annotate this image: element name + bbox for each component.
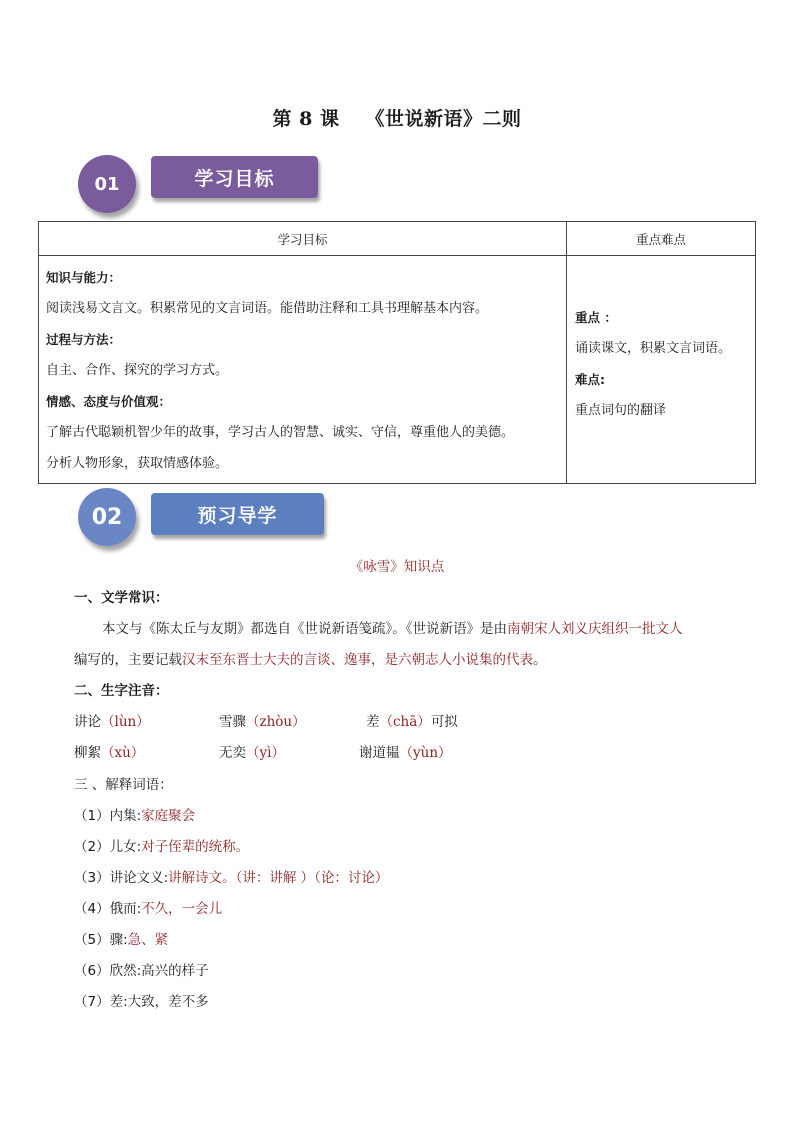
highlight-author: 南朝宋人刘义庆组织一批文人: [507, 621, 683, 637]
key-points-cell: [567, 256, 756, 484]
char-item: 柳絮（xù）: [74, 745, 145, 761]
emotion-text-2: 分析人物形象，获取情感体验。: [46, 456, 229, 471]
preview-subtitle: 《咏雪》知识点: [349, 559, 445, 575]
char-item: 差（chā）可拟: [366, 714, 458, 730]
definition-item: （4）俄而:不久，一会儿: [74, 901, 223, 917]
emotion-text-1: 了解古代聪颖机智少年的故事，学习古人的智慧、诚实、守信，尊重他人的美德。: [46, 425, 515, 440]
lesson-number: 第 8 课: [272, 108, 340, 130]
section-number-badge: 02: [78, 488, 136, 546]
difficulty-text: 重点词句的翻译: [575, 403, 667, 418]
key-text: 诵读课文，积累文言词语。: [575, 341, 732, 356]
knowledge-heading: 知识与能力：: [46, 270, 122, 285]
key-points-header: 重点难点: [567, 222, 756, 256]
literature-line-2: 编写的，主要记载汉末至东晋士大夫的言谈、逸事，是六朝志人小说集的代表。: [74, 652, 547, 668]
literature-line-1: 本文与《陈太丘与友期》都选自《世说新语笺疏》。《世说新语》是由南朝宋人刘义庆组织一批文人: [102, 621, 683, 637]
goals-header: 学习目标: [39, 222, 567, 256]
char-item: 谢道韫（yùn）: [359, 745, 452, 761]
definitions-heading: 三 、解释词语：: [74, 777, 173, 793]
char-item: 无奕（yì）: [219, 745, 285, 761]
lesson-name: 《世说新语》二则: [365, 108, 522, 130]
definition-item: （2）儿女:对子侄辈的统称。: [74, 839, 250, 855]
goals-table: [38, 221, 756, 484]
section-header-preview: [78, 488, 338, 550]
highlight-content: 汉末至东晋士大夫的言谈、逸事，是六朝志人小说集的代表: [182, 652, 533, 668]
section-label: 学习目标: [151, 156, 318, 198]
goals-cell: [39, 256, 567, 484]
definition-item: （5）骤:急、紧: [74, 932, 169, 948]
preview-section: [0, 556, 794, 1010]
difficulty-heading: 难点:: [575, 372, 605, 387]
definition-item: （6）欣然:高兴的样子: [74, 963, 209, 979]
page-title: [0, 104, 794, 131]
definition-item: （7）差:大致，差不多: [74, 994, 209, 1010]
literature-heading: 一、文学常识：: [74, 590, 169, 606]
definition-item: （3）讲论文义:讲解诗文。（讲：讲解 ）（论：讨论）: [74, 870, 389, 886]
pronunciation-heading: 二、生字注音：: [74, 683, 169, 699]
definition-item: （1）内集:家庭聚会: [74, 808, 196, 824]
process-heading: 过程与方法：: [46, 332, 122, 347]
knowledge-text: 阅读浅易文言文。积累常见的文言词语。能借助注释和工具书理解基本内容。: [46, 301, 489, 316]
key-heading: 重点 ：: [575, 310, 617, 325]
section-label: 预习导学: [151, 493, 324, 535]
process-text: 自主、合作、探究的学习方式。: [46, 363, 229, 378]
section-number-badge: 01: [78, 155, 136, 213]
emotion-heading: 情感、态度与价值观：: [46, 394, 172, 409]
section-header-goals: [78, 155, 338, 217]
char-item: 讲论（lùn）: [74, 714, 150, 730]
char-item: 雪骤（zhòu）: [219, 714, 306, 730]
